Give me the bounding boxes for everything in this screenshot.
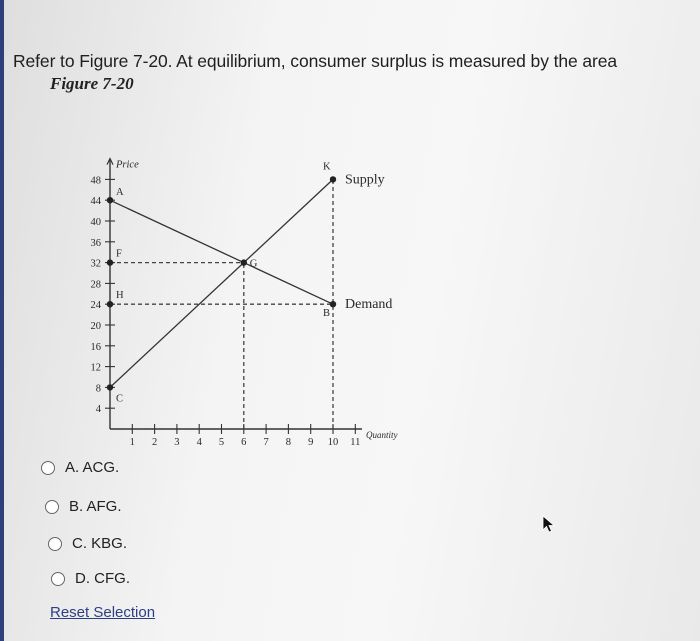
y-tick-label: 48 (90, 175, 101, 187)
y-tick-label: 44 (90, 196, 101, 208)
x-tick-label: 1 (129, 437, 135, 448)
point-c-label: C (116, 393, 124, 405)
option-c[interactable] (48, 535, 127, 552)
y-tick-label: 24 (90, 300, 101, 312)
point-h-label: H (116, 290, 124, 302)
mouse-pointer-icon (542, 515, 556, 533)
point-k-label: K (323, 161, 331, 173)
point-b-label: B (323, 308, 331, 320)
reset-selection-link[interactable]: Reset Selection (50, 604, 156, 621)
question-text: Refer to Figure 7-20. At equilibrium, consumer surplus is measured by the area (13, 51, 618, 71)
point-c-marker (107, 384, 113, 390)
y-tick-label: 32 (90, 258, 101, 270)
x-tick-label: 11 (350, 437, 361, 448)
y-tick-label: 40 (90, 217, 101, 228)
x-tick-label: 7 (263, 437, 269, 448)
supply-curve (110, 179, 333, 387)
point-a-label: A (116, 187, 124, 199)
x-axis-label: Quantity (365, 430, 398, 440)
option-c-label: C. KBG. (72, 535, 128, 552)
supply-label: Supply (345, 172, 385, 188)
y-axis-label: Price (116, 159, 139, 171)
figure-title: Figure 7-20 (50, 74, 134, 93)
y-tick-label: 20 (90, 321, 101, 332)
point-g-label: G (249, 258, 258, 270)
x-tick-label: 6 (241, 437, 247, 448)
demand-label: Demand (345, 297, 393, 313)
option-d[interactable] (51, 570, 130, 587)
option-a-label: A. ACG. (65, 459, 120, 476)
x-tick-label: 3 (174, 437, 180, 448)
demand-curve (110, 200, 333, 304)
y-tick-label: 4 (95, 404, 101, 416)
point-b-marker (330, 301, 336, 307)
point-a-marker (107, 197, 113, 203)
point-f-marker (107, 259, 113, 265)
option-d-label: D. CFG. (75, 570, 130, 587)
y-tick-label: 12 (90, 362, 101, 374)
y-tick-label: 28 (90, 279, 101, 291)
radio-a[interactable] (41, 461, 55, 475)
y-tick-label: 16 (90, 341, 101, 353)
option-b-label: B. AFG. (69, 498, 122, 515)
radio-b[interactable] (45, 500, 59, 514)
point-h-marker (107, 301, 113, 307)
x-tick-label: 8 (285, 437, 292, 448)
point-k-marker (330, 176, 336, 182)
point-f-label: F (116, 248, 122, 260)
option-a[interactable] (41, 459, 119, 476)
x-tick-label: 9 (308, 437, 314, 448)
x-tick-label: 5 (218, 437, 225, 448)
y-tick-label: 36 (90, 237, 101, 249)
x-tick-label: 10 (327, 437, 339, 448)
x-tick-label: 4 (196, 437, 202, 448)
radio-d[interactable] (51, 572, 65, 586)
x-tick-label: 2 (151, 437, 158, 448)
y-tick-label: 8 (95, 383, 101, 395)
option-b[interactable] (45, 498, 122, 515)
radio-c[interactable] (48, 537, 62, 551)
point-g-marker (241, 259, 247, 265)
